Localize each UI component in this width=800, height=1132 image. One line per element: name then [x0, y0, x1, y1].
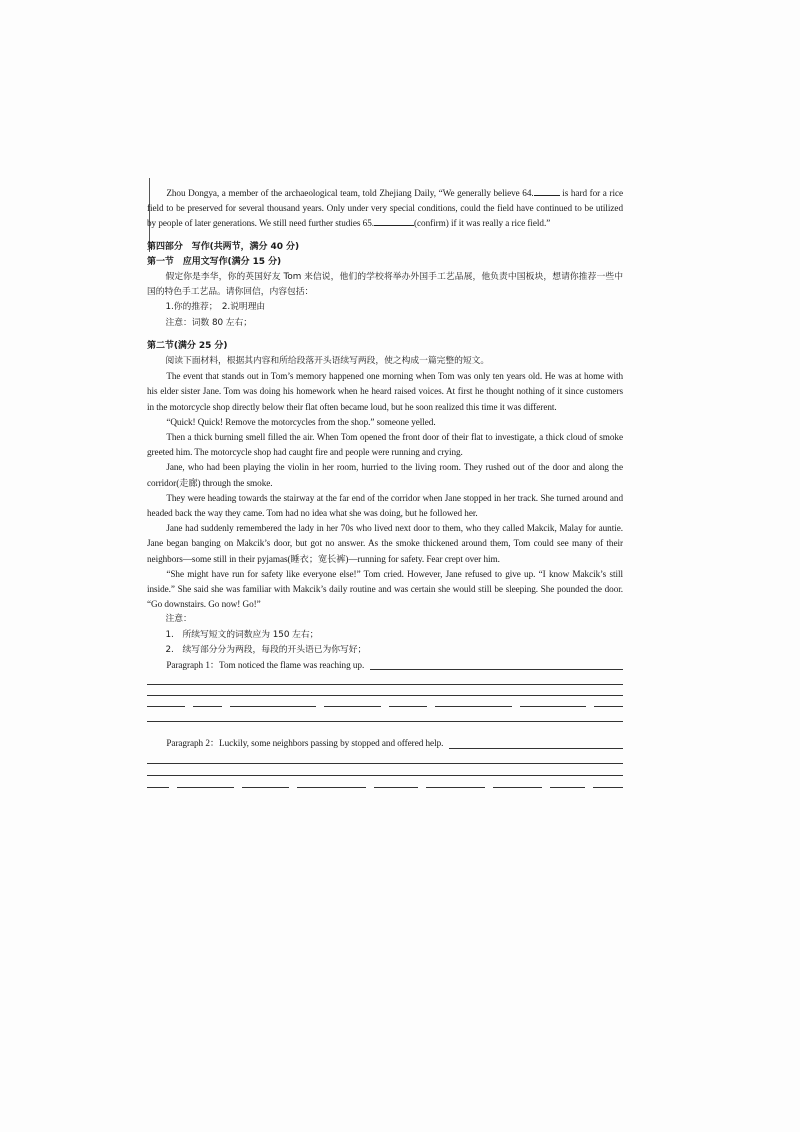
- section1-prompt: 假定你是李华，你的英国好友 Tom 来信说，他们的学校将举办外国手工艺品展，他负责中国板块，想请你推荐一些中国的特色手工艺品。请你回信，内容包括：: [147, 272, 623, 298]
- section1-note: 注意：词数 80 左右；: [165, 317, 253, 328]
- writing-line[interactable]: [147, 775, 623, 776]
- section2-instruction: 阅读下面材料，根据其内容和所给段落开头语续写两段，使之构成一篇完整的短文。: [165, 356, 490, 367]
- question-64-blank[interactable]: [534, 186, 560, 196]
- section1-points: 1.你的推荐； 2.说明理由: [165, 302, 266, 313]
- passage-line: Zhou Dongya, a member of the archaeological team, told Zhejiang Daily, “We generally believe: [166, 188, 520, 198]
- paragraph1-row: [147, 658, 623, 673]
- note-paragraphs: 2. 续写部分分为两段，每段的开头语已为你写好；: [165, 644, 367, 655]
- exam-content: [147, 186, 623, 788]
- section2-title: 第二节(满分 25 分): [147, 340, 228, 351]
- question-64-number: 64.: [522, 188, 534, 198]
- paragraph2-opening: Paragraph 2：Luckily, some neighbors passing by stopped and offered help.: [166, 738, 444, 749]
- writing-line-faded[interactable]: [147, 787, 623, 788]
- writing-line[interactable]: [147, 763, 623, 764]
- note-word-count: 1. 所续写短文的词数应为 150 左右；: [165, 629, 319, 640]
- story-paragraph: Jane, who had been playing the violin in her room, hurried to the living room. They rushed out of the door and along the corridor(走廊) through the smoke.: [147, 462, 623, 488]
- part4-title: 第四部分 写作(共两节，满分 40 分): [147, 241, 300, 252]
- question-65-blank[interactable]: [374, 216, 414, 226]
- story-paragraph: Then a thick burning smell filled the air. When Tom opened the front door of their flat to investigate, a thick cloud of smoke greeted him. The motorcycle shop had caught fire and people were running and crying.: [147, 432, 623, 458]
- story-paragraph: The event that stands out in Tom’s memory happened one morning when Tom was only ten years old. He was at home with his elder sister Jane. Tom was doing his homework when he heard raised voices. At first he thought nothing of it since customers in the motorcycle shop directly below their flat often became loud, but he soon realized this time it was different.: [147, 371, 623, 412]
- paragraph1-opening: Paragraph 1：Tom noticed the flame was reaching up.: [166, 660, 365, 671]
- story-paragraph: “Quick! Quick! Remove the motorcycles from the shop.” someone yelled.: [166, 416, 436, 427]
- writing-line[interactable]: [147, 721, 623, 722]
- story-paragraph: They were heading towards the stairway at the far end of the corridor when Jane stopped in her track. She turned around and headed back the way they came. Tom had no idea what she was doing, but he followed her.: [147, 492, 623, 519]
- story-paragraph: “She might have run for safety like everyone else!” Tom cried. However, Jane refused to give up. “I know Makcik’s still inside.” She said she was familiar with Makcik’s daily routine and was certain she would still be sleeping. She pounded the door. “Go downstairs. Go now! Go!”: [147, 568, 623, 610]
- paragraph2-row: [147, 736, 623, 751]
- notes-title: 注意：: [165, 614, 192, 625]
- question-65-number: 65.: [362, 218, 375, 229]
- passage-text: is hard for a rice field to be preserved for several thousand years. Only under very special conditions, could the field have continued to be utilized by people of later generations. We still need further studies: [147, 188, 623, 229]
- passage-text-end: (confirm) if it was really a rice field.”: [414, 218, 551, 229]
- paragraph1-writing-line[interactable]: [370, 669, 623, 670]
- paragraph2-writing-line[interactable]: [449, 748, 623, 749]
- section1-title: 第一节 应用文写作(满分 15 分): [147, 256, 282, 267]
- story-paragraph: Jane had suddenly remembered the lady in her 70s who lived next door to them, who they called Makcik, Malay for auntie. Jane began banging on Makcik’s door, but got no answer. As the smoke thickened around them, Tom could see many of their neighbors—some still in their pyjamas(睡衣；宽长裤)—running for safety. Fear crept over him.: [147, 523, 623, 564]
- reading-passage: [147, 186, 623, 232]
- writing-line[interactable]: [147, 695, 623, 696]
- writing-line[interactable]: [147, 684, 623, 685]
